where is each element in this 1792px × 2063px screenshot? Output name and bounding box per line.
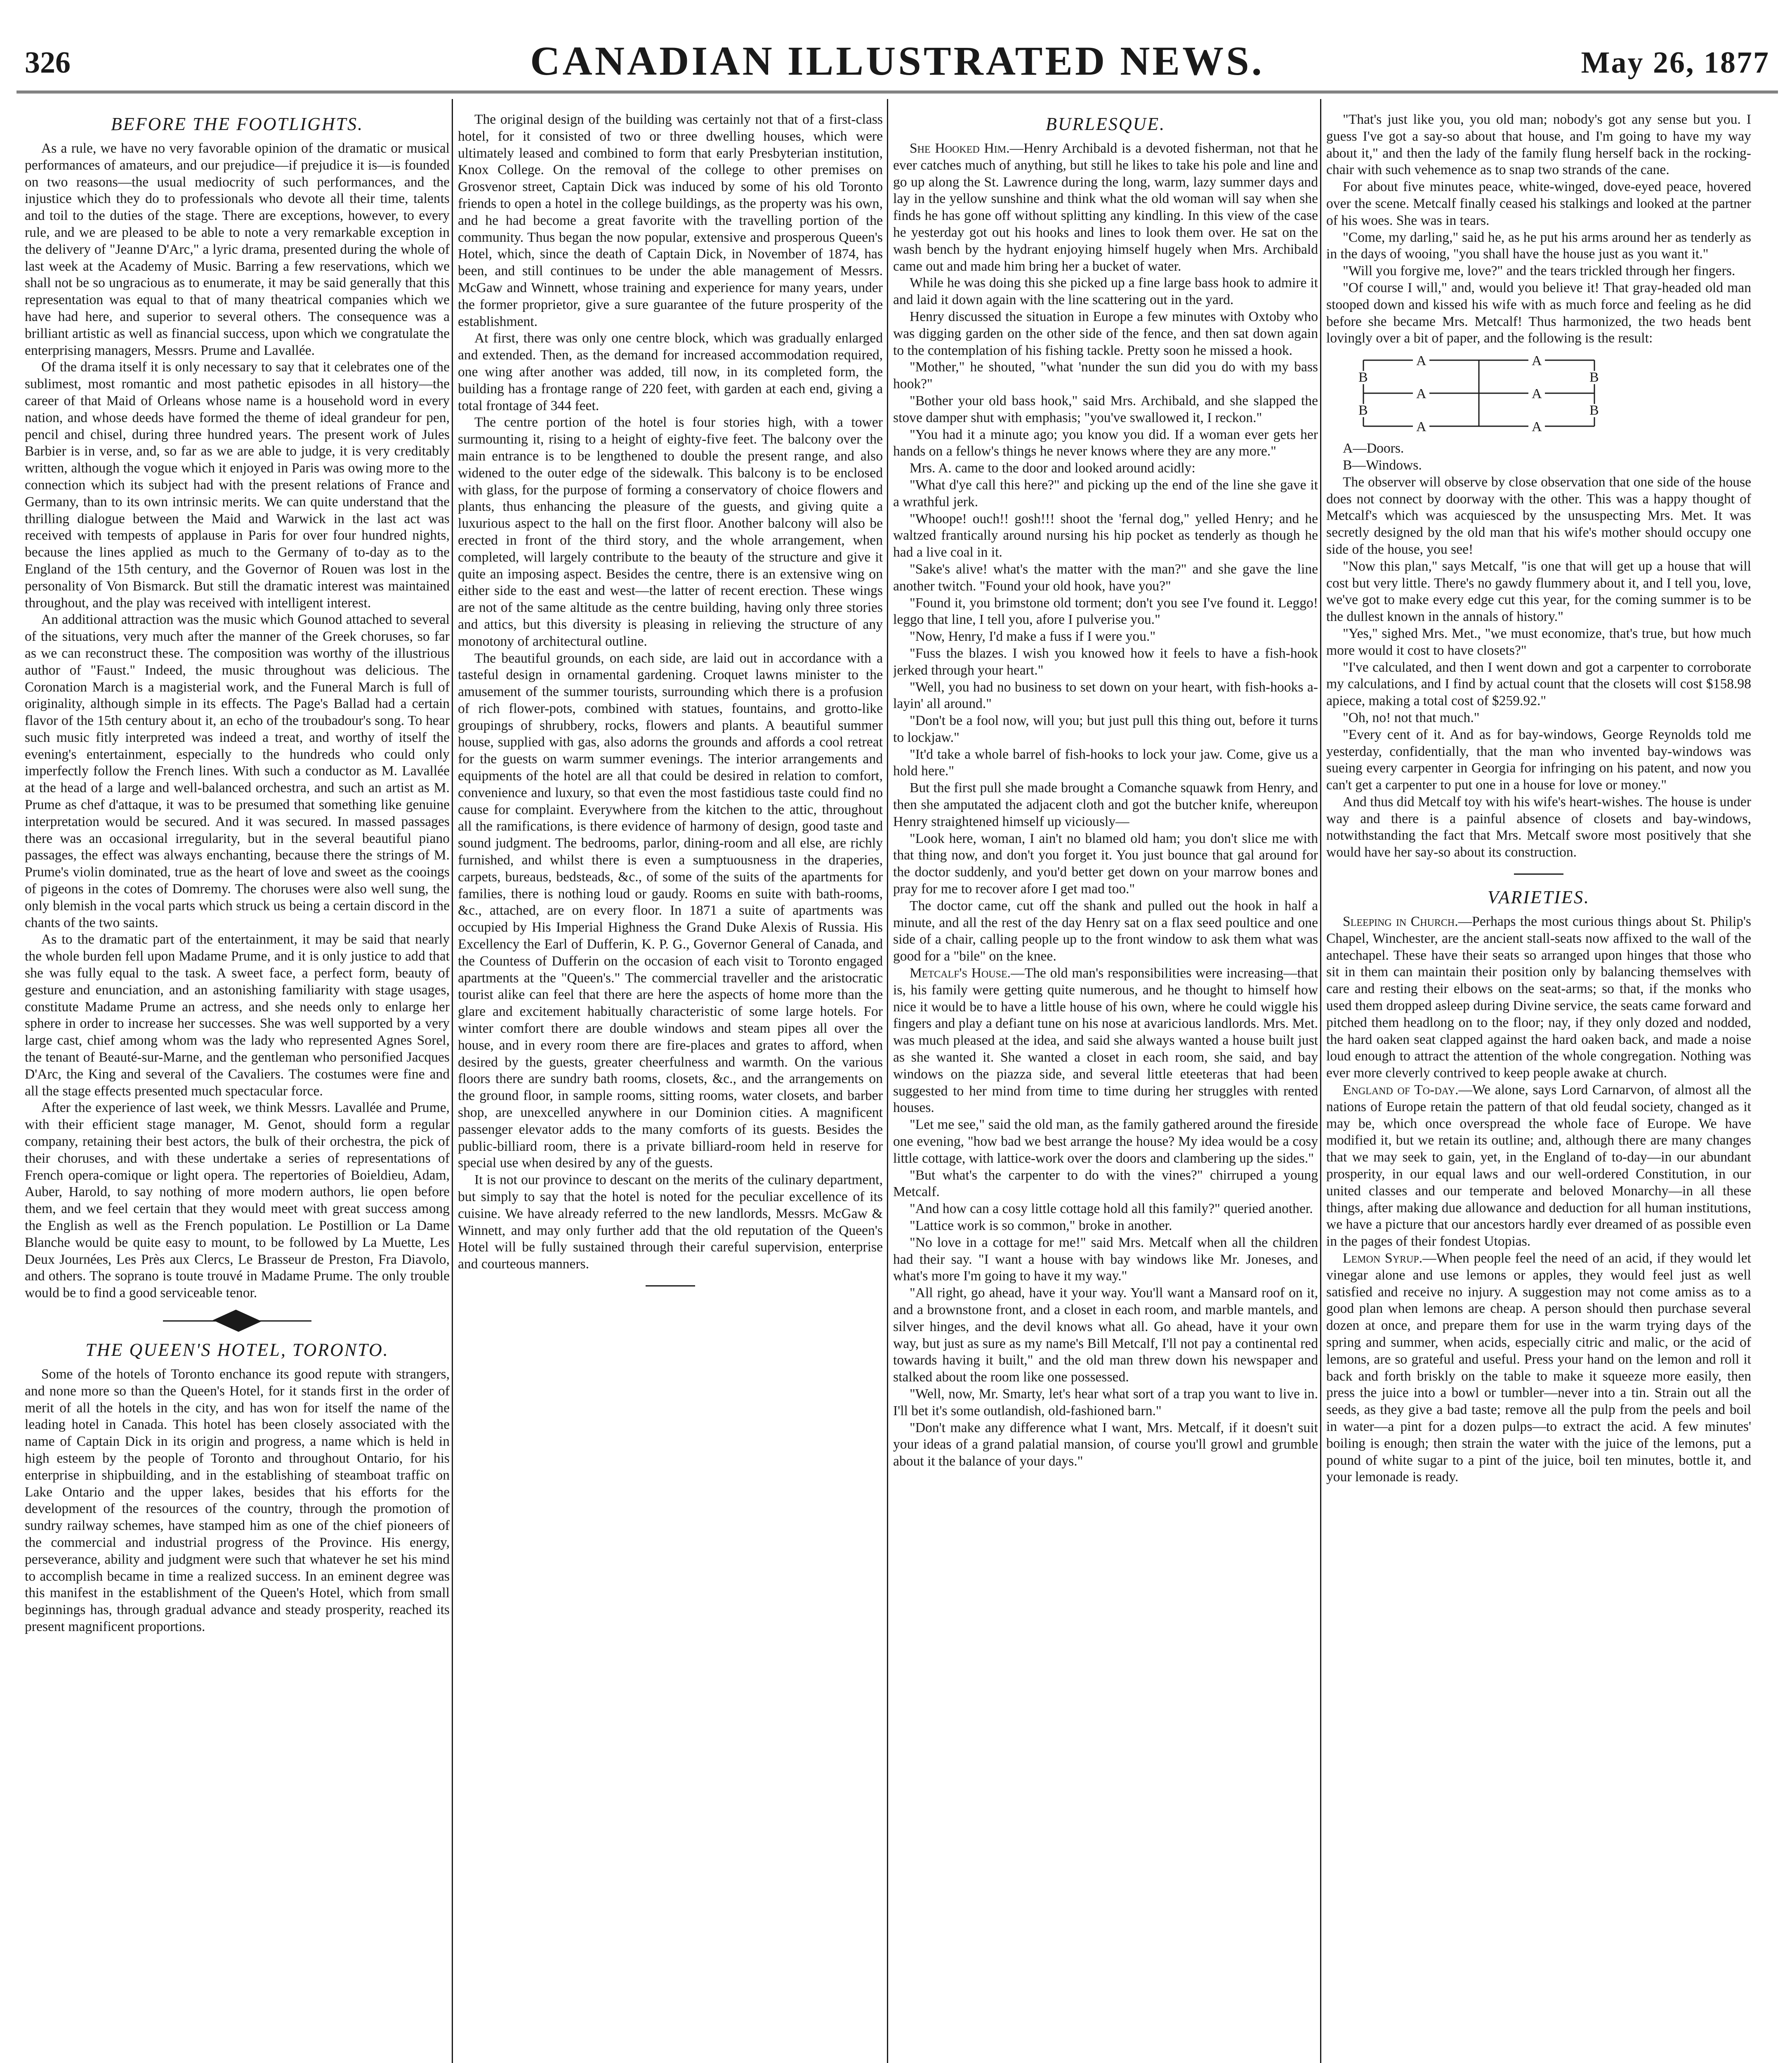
burlesque-paragraph: "That's just like you, you old man; nobody's got any sense but you. I guess I've got a say-so about that house, and I'm going to have my way about it," and then the lady of the family flung herself back in the rocking-chair with such vehemence as to snap two strands of the cane. (1326, 112, 1751, 178)
burlesque-paragraph: "But what's the carpenter to do with the vines?" chirruped a young Metcalf. (893, 1167, 1318, 1200)
plan-door-label: A (1532, 353, 1542, 369)
masthead (17, 29, 1778, 93)
burlesque-paragraph: "Will you forgive me, love?" and the tears trickled through her fingers. (1343, 263, 1735, 279)
burlesque-paragraph: "Whoope! ouch!! gosh!!! shoot the 'fernal dog," yelled Henry; and he waltzed frantically around nursing his hip pocket as tenderly as though he had a live coal in it. (893, 511, 1318, 560)
section-divider (1514, 873, 1563, 875)
varieties-item (1326, 1082, 1751, 1250)
burlesque-paragraph: "Don't be a fool now, will you; but just pull this thing out, before it turns to lockjaw." (893, 713, 1318, 745)
burlesque-paragraph: "Bother your old bass hook," said Mrs. Archibald, and she slapped the stove damper shut with emphasis; "you've swallowed it, I reckon." (893, 393, 1318, 425)
plan-legend-windows: B—Windows. (1343, 457, 1422, 473)
burlesque-paragraph: "Of course I will," and, would you believe it! That gray-headed old man stooped down and kissed his wife with as much force and feeling as he did before she became Mrs. Metcalf! Thus harmonized, the two heads bent lovingly over a bit of paper, and the following is the result: (1326, 280, 1751, 346)
burlesque-paragraph: But the first pull she made brought a Comanche squawk from Henry, and then she amputated the adjacent cloth and got the butcher knife, whereupon Henry straightened himself up viciously— (893, 780, 1318, 829)
burlesque-paragraph: "Fuss the blazes. I wish you knowed how it feels to have a fish-hook jerked through your heart." (893, 645, 1318, 678)
footlights-paragraph: As to the dramatic part of the entertainment, it may be said that nearly the whole burden fell upon Madame Prume, and it is only justice to add that she was fully equal to the task. A sweet face, a perfect form, beauty of gesture and enunciation, and an astonishing familiarity with stage usages, constitute Madame Prume an actress, and she needs only to enlarge her sphere in order to increase her successes. She was well supported by a very large cast, chief among whom was the lady who represented Agnes Sorel, the tenant of Beauté-sur-Marne, and the gentleman who personified Jacques D'Arc, the King and several of the Cavaliers. The costumes were fine and all the stage effects presented much spectacular force. (25, 932, 450, 1099)
burlesque-paragraph: "Don't make any difference what I want, Mrs. Metcalf, if it doesn't suit your ideas of a grand palatial mansion, of course you'll growl and grumble about it the balance of your days." (893, 1420, 1318, 1469)
footlights-title: BEFORE THE FOOTLIGHTS. (111, 114, 364, 134)
story-heading: Metcalf's House. (910, 965, 1011, 981)
column-rule (887, 99, 888, 2063)
burlesque-title: BURLESQUE. (1045, 114, 1166, 134)
queens-paragraph: The centre portion of the hotel is four stories high, with a tower surmounting it, rising to a height of eighty-five feet. The balcony over the main entrance is to be lengthened to double the present range, and also widened to the outer edge of the sidewalk. This balcony is to be enclosed with glass, for the purpose of forming a conservatory of choice flowers and plants, thus enhancing the pleasure of the guests, and giving quite a luxurious aspect to the hall on the first floor. Another balcony will also be erected in front of the third story, and the whole arrangement, when completed, will largely contribute to the beauty of the structure and give it quite an imposing aspect. Besides the centre, there is an extensive wing on either side to the east and west—the latter of recent erection. These wings are not of the same altitude as the centre building, having only three stories and attics, but this diversity is pleasing in relieving the structure of any monotony of architectural outline. (458, 415, 883, 649)
item-heading: Lemon Syrup. (1343, 1251, 1423, 1266)
burlesque-paragraph: "All right, go ahead, have it your way. You'll want a Mansard roof on it, and a brownstone front, and a closet in each room, and marble mantels, and silver hinges, and the devil knows what all. Go ahead, have it your own way, but just as sure as my name's Bill Metcalf, I'll not pay a continental red towards having it built," and the old man threw down his newspaper and stalked about the room like one possessed. (893, 1285, 1318, 1385)
house-plan-diagram (1343, 352, 1751, 434)
burlesque-paragraph: "Look here, woman, I ain't no blamed old ham; you don't slice me with that thing now, and don't you forget it. You just bounce that gal around for the doctor suddenly, and you'd better get down on your marrow bones and pray for me to recover afore I get mad too." (893, 831, 1318, 897)
plan-door-label: A (1416, 419, 1427, 435)
burlesque-paragraph: The observer will observe by close observation that one side of the house does not connect by doorway with the other. This was a happy thought of Metcalf's which was acquiesced by the unsuspecting Mrs. Met. It was secretly designed by the old man that his wife's mother should occupy one side of the house, you see! (1326, 474, 1751, 557)
burlesque-paragraph: The doctor came, cut off the shank and pulled out the hook in half a minute, and all the rest of the day Henry sat on a flax seed poultice and one side of a chair, calling people up to the front window to ask them what was good for a "bile" on the knee. (893, 898, 1318, 964)
column-rule (1320, 99, 1321, 2063)
burlesque-paragraph: For about five minutes peace, white-winged, dove-eyed peace, hovered over the scene. Metcalf finally ceased his stalkings and looked at the partner of his woes. She was in tears. (1326, 179, 1751, 228)
plan-legend-doors: A—Doors. (1343, 441, 1404, 456)
footlights-paragraph: An additional attraction was the music which Gounod attached to several of the situations, very much after the manner of the Greek choruses, so far as we can reconstruct these. The composition was worthy of the illustrious author of "Faust." Indeed, the music throughout was delicious. The Coronation March is a magisterial work, and the Funeral March is full of originality, although simple in its effects. The Page's Ballad had a certain flavor of the 15th century about it, an echo of the troubadour's song. To hear such music fitly interpreted was indeed a treat, and worthy of itself the evening's entertainment, especially to the hundreds who could only imperfectly follow the French lines. With such a conductor as M. Lavallée at the head of a large and well-balanced orchestra, and such an artist as M. Prume as chef d'attaque, it was to be presumed that something like genuine interpretation would be secured. And it was secured. In massed passages there was an occasional irregularity, but in the several beautiful piano passages, the effect was always enchanting, because there the strings of M. Prume's violin dominated, true as the heart of love and sweet as the cooings of pigeons in the cotes of Domremy. The choruses were also well sung, the only blemish in the vocal parts which struck us being a certain discord in the chants of the two saints. (25, 612, 450, 930)
item-text: —When people feel the need of an acid, if they would let vinegar alone and use lemons or apples, they would feel just as well satisfied and receive no injury. A suggestion may not come amiss as to a good plan when lemons are cheap. A person should then purchase several dozen at once, and prepare them for use in the warm trying days of the spring and summer, when acids, especially citric and malic, or the acid of lemons, are so grateful and useful. Press your hand on the lemon and roll it back and forth briskly on the table to make it squeeze more easily, then press the juice into a bowl or tumbler—never into a tin. Strain out all the seeds, as they give a bad taste; remove all the pulp from the peels and boil in water—a pint for a dozen pulps—to extract the acid. A few minutes' boiling is enough; then strain the water with the juice of the lemons, put a pound of white sugar to a pint of the juice, boil ten minutes, bottle it, and your lemonade is ready. (1326, 1251, 1751, 1485)
burlesque-paragraph: "Oh, no! not that much." (1343, 710, 1480, 725)
plan-door-label: A (1532, 386, 1542, 402)
item-heading: Sleeping in Church. (1343, 914, 1458, 930)
burlesque-paragraph: Henry discussed the situation in Europe a few minutes with Oxtoby who was digging garden on the other side of the fence, and then sat down again to the contemplation of his fishing tackle. Pretty soon he missed a hook. (893, 309, 1318, 358)
burlesque-paragraph: "You had it a minute ago; you know you did. If a woman ever gets her hands on a fellow's things he never knows where they are any more." (893, 427, 1318, 459)
column-1 (25, 111, 450, 2063)
queens-paragraph: At first, there was only one centre block, which was gradually enlarged and extended. Then, as the demand for increased accommodation required, one wing after another was added, till now, in its completed form, the building has a frontage range of 220 feet, with garden at each end, giving a total frontage of 344 feet. (458, 330, 883, 413)
story-heading: She Hooked Him. (910, 141, 1010, 156)
plan-window-label: B (1589, 370, 1599, 385)
burlesque-paragraph: "I've calculated, and then I went down and got a carpenter to corroborate my calculations, and I find by actual count that the closets will cost $158.98 apiece, making a total cost of $259.92." (1326, 659, 1751, 709)
section-ornament (163, 1312, 311, 1329)
burlesque-paragraph: "Every cent of it. And as for bay-windows, George Reynolds told me yesterday, confidentially, that the man who invented bay-windows was sueing every carpenter in Georgia for infringing on his patent, and now you can't get a carpenter to put one in a house for love or money." (1326, 727, 1751, 793)
column-3 (893, 111, 1318, 2063)
queens-hotel-title: THE QUEEN'S HOTEL, TORONTO. (85, 1339, 389, 1360)
burlesque-paragraph: "Well, now, Mr. Smarty, let's hear what sort of a trap you want to live in. I'll bet it's some outlandish, old-fashioned barn." (893, 1386, 1318, 1419)
burlesque-paragraph: "Well, you had no business to set down on your heart, with fish-hooks a-layin' all around." (893, 679, 1318, 712)
plan-window-label: B (1589, 403, 1599, 418)
footlights-paragraph: After the experience of last week, we think Messrs. Lavallée and Prume, with their efficient stage manager, M. Genot, should form a regular company, retaining their best actors, the bulk of their orchestra, the pick of their choruses, and with these undertake a series of representations of French opera-comique or light opera. The repertories of Boieldieu, Adam, Auber, Harold, to say nothing of more modern authors, lie open before them, and we feel certain that they would meet with great success among the English as well as the French population. Le Postillion or La Dame Blanche would be quite easy to mount, to be followed by La Muette, Les Deux Journées, Les Près aux Clercs, Le Brasseur de Preston, Fra Diavolo, and others. The soprano is toute trouvé in Madame Prume. The only trouble would be to find a good serviceable tenor. (25, 1100, 450, 1301)
plan-window-label: B (1358, 370, 1368, 385)
varieties-title: VARIETIES. (1488, 887, 1590, 908)
plan-door-label: A (1416, 353, 1427, 369)
plan-door-label: A (1532, 419, 1542, 435)
burlesque-paragraph: Mrs. A. came to the door and looked around acidly: (910, 460, 1195, 476)
burlesque-paragraph: "Mother," he shouted, "what 'nunder the sun did you do with my bass hook?" (893, 359, 1318, 392)
burlesque-paragraph: "What d'ye call this here?" and picking up the end of the line she gave it a wrathful jerk. (893, 477, 1318, 510)
plan-door-label: A (1416, 386, 1427, 402)
issue-date: May 26, 1877 (1581, 46, 1770, 80)
burlesque-paragraph: "No love in a cottage for me!" said Mrs. Metcalf when all the children had their say. "I want a house with bay windows like Mr. Joneses, and what's more I'm going to have it my way." (893, 1234, 1318, 1284)
item-text: —We alone, says Lord Carnarvon, of almost all the nations of Europe retain the pattern of that old feudal society, changed as it may be, which once overspread the whole face of Europe. We have modified it, but we retain its outline; and, although there are many changes that we may seek to gain, yet, in the England of to-day—in our abundant prosperity, in our equal laws and our well-ordered Constitution, in our united classes and our temperate and beloved Monarchy—in all these things, after making due allowance and deduction for all human institutions, we have a picture that our ancestors hardly ever dreamed of as possible even in the pages of their fondest Utopias. (1326, 1082, 1751, 1249)
column-4 (1326, 111, 1751, 2063)
burlesque-paragraph (893, 965, 1318, 1116)
burlesque-paragraph: "Lattice work is so common," broke in another. (910, 1218, 1172, 1233)
story-text: —The old man's responsibilities were increasing—that is, his family were getting quite numerous, and he thought to himself how nice it would be to have a little house of his own, where he could wiggle his fingers and play a defiant tune on his nose at avaricious landlords. Mrs. Met. was much pleased at the idea, and said she always wanted a house built just as she wanted it. She wanted a closet in each room, she said, and bay windows on the piazza side, and several little eteeteras that had been suggested to her mind from time to time during her struggles with rented houses. (893, 965, 1318, 1116)
burlesque-paragraph: "Yes," sighed Mrs. Met., "we must economize, that's true, but how much more would it cost to have closets?" (1326, 626, 1751, 658)
footlights-paragraph: As a rule, we have no very favorable opinion of the dramatic or musical performances of amateurs, and our prejudice—if prejudice it is—is founded on two reasons—the usual mediocrity of such performances, and the injustice which they do to professionals who devote all their time, talents and toil to the duties of the stage. There are exceptions, however, to every rule, and we are pleased to be able to note a very remarkable exception in the delivery of "Jeanne D'Arc," a lyric drama, presented during the whole of last week at the Academy of Music. Barring a few reservations, which we shall not be so ungracious as to enumerate, it may be said generally that this representation was equal to that of many theatrical companies which we have had here, and superior to several others. The consequence was a brilliant artistic as well as financial success, upon which we congratulate the enterprising managers, Messrs. Prume and Lavallée. (25, 141, 450, 358)
end-rule (646, 1285, 695, 1286)
newspaper-title: CANADIAN ILLUSTRATED NEWS. (530, 38, 1264, 84)
item-text: —Perhaps the most curious things about St. Philip's Chapel, Winchester, are the ancient stall-seats now affixed to the wall of the antechapel. These have their seats so arranged upon hinges that those who sit in them can maintain their position only by balancing themselves with care and resting their elbows on the seat-arms; so that, if the monks who used them dropped asleep during Divine service, the seats came forward and pitched them headlong on to the floor; nay, if they only dozed and nodded, the hard oaken seat clapped against the hard oaken back, and made a noise loud enough to attract the attention of the whole congregation. Nothing was ever more cleverly contrived to keep people awake at church. (1326, 914, 1751, 1081)
queens-paragraph: It is not our province to descant on the merits of the culinary department, but simply to say that the hotel is noted for the peculiar excellence of its cuisine. We have already referred to the new landlords, Messrs. McGaw & Winnett, and may only further add that the old reputation of the Queen's Hotel will be fully sustained through their careful supervision, enterprise and courteous manners. (458, 1172, 883, 1272)
burlesque-paragraph: "Come, my darling," said he, as he put his arms around her as tenderly as in the days of wooing, "you shall have the house just as you want it." (1326, 229, 1751, 262)
burlesque-paragraph: And thus did Metcalf toy with his wife's heart-wishes. The house is under way and there is a painful absence of closets and bay-windows, notwithstanding the fact that Mrs. Metcalf swore most positively that she would have her say-so about its construction. (1326, 794, 1751, 860)
queens-paragraph: The beautiful grounds, on each side, are laid out in accordance with a tasteful design in ornamental gardening. Croquet lawns minister to the amusement of the summer tourists, surrounding which there is a profusion of rich flower-pots, combined with statues, fountains, and grotto-like groupings of shrubbery, rocks, flowers and plants. A beautiful summer house, supplied with gas, also adorns the grounds and affords a cool retreat for the guests on warm summer evenings. The interior arrangements and equipments of the hotel are all that could be desired in relation to comfort, convenience and luxury, so that even the most fastidious taste could find no cause for complaint. Everywhere from the kitchen to the attic, throughout all the ramifications, is there evidence of harmony of design, good taste and sound judgment. The bedrooms, parlor, dining-room and all else, are richly furnished, and whilst there is even a sumptuousness in the draperies, carpets, bureaus, bedsteads, &c., of some of the suits of the apartments for families, there is nothing loud or gaudy. Rooms en suite with bath-rooms, &c., attached, are on every floor. In 1871 a suite of apartments was occupied by His Imperial Highness the Grand Duke Alexis of Russia. His Excellency the Earl of Dufferin, K. P. G., Governor General of Canada, and the Countess of Dufferin on the occasion of each visit to Toronto engaged apartments at the "Queen's." The commercial traveller and the aristocratic tourist alike can feel that there are here the aspects of home more than the glare and excitement habitually characteristic of some large hotels. For winter comfort there are double windows and steam pipes all over the house, and in every room there are fire-places and grates to afford, when desired by the guests, greater cheerfulness and warmth. On the various floors there are sundry bath rooms, closets, &c., and the arrangements on the ground floor, in sample rooms, sitting rooms, water closets, and barber shop, are unexcelled anywhere in our Dominion cities. A magnificent passenger elevator adds to the many comforts of its guests. Besides the public-billiard room, there is a private billiard-room held in reserve for special use when desired by any of the guests. (458, 650, 883, 1171)
column-rule (452, 99, 453, 2063)
queens-paragraph: The original design of the building was certainly not that of a first-class hotel, for it consisted of two or three dwelling houses, which were ultimately leased and combined to form that early Presbyterian institution, Knox College. On the removal of the college to other premises on Grosvenor street, Captain Dick was induced by some of his old Toronto friends to open a hotel in the college buildings, as the property was his own, and he had become a great favorite with the travelling portion of the community. Thus began the now popular, extensive and prosperous Queen's Hotel, which, since the death of Captain Dick, in November of 1874, has been, and still continues to be under the able management of Messrs. McGaw and Winnett, whose training and experience for many years, under the former proprietor, give a sure guarantee of the future prosperity of the establishment. (458, 112, 883, 329)
plan-window-label: B (1358, 403, 1368, 418)
house-plan-figure (1343, 352, 1615, 434)
burlesque-paragraph (893, 140, 1318, 275)
burlesque-paragraph: "Now this plan," says Metcalf, "is one that will get up a house that will cost but very little. There's no gawdy flummery about it, and I tell you, love, we've got to make every edge cut this year, for the coming summer is to be the dullest known in the annals of history." (1326, 558, 1751, 625)
column-2 (458, 111, 883, 2063)
page-number: 326 (25, 46, 71, 80)
varieties-item (1326, 913, 1751, 1082)
burlesque-paragraph: "Now, Henry, I'd make a fuss if I were you." (910, 629, 1156, 644)
varieties-item (1326, 1250, 1751, 1486)
queens-paragraph: Some of the hotels of Toronto enchance its good repute with strangers, and none more so than the Queen's Hotel, for it stands first in the order of merit of all the hotels in the city, and has won for itself the name of the leading hotel in Canada. This hotel has been closely associated with the name of Captain Dick in its origin and progress, a name which is held in high esteem by the people of Toronto and throughout Ontario, for his enterprise in shipbuilding, and in the establishing of steamboat traffic on Lake Ontario and the upper lakes, besides that his efforts for the development of the resources of the country, through the promotion of sundry railway schemes, have stamped him as one of the chief pioneers of the commercial and industrial progress of the Province. His energy, perseverance, ability and judgment were such that whatever he set his mind to accomplish became in time a realized success. In an eminent degree was this manifest in the establishment of the Queen's Hotel, which from small beginnings has, through gradual advance and steady prosperity, reached its present magnificent proportions. (25, 1366, 450, 1634)
burlesque-paragraph: While he was doing this she picked up a fine large bass hook to admire it and laid it down again with the line scattering out in the yard. (893, 275, 1318, 308)
story-text: —Henry Archibald is a devoted fisherman, not that he ever catches much of anything, but still he likes to take his pole and line and go up along the St. Lawrence during the long, warm, lazy summer days and lay in the yellow sunshine and think what the old woman will say when she finds he has gone off without splitting any kindling. In this view of the case he yesterday got out his hooks and lines to look them over. He sat on the wash bench by the hydrant enjoying himself hugely when Mrs. Archibald came out and made him bring her a bucket of water. (893, 141, 1318, 274)
burlesque-paragraph: "Sake's alive! what's the matter with the man?" and she gave the line another twitch. "Found your old hook, have you?" (893, 561, 1318, 594)
burlesque-paragraph: "Let me see," said the old man, as the family gathered around the fireside one evening, "how bad we best arrange the house? My idea would be a cosy little cottage, with lattice-work over the doors and clambering up the sides." (893, 1117, 1318, 1166)
burlesque-paragraph: "And how can a cosy little cottage hold all this family?" queried another. (910, 1201, 1313, 1217)
item-heading: England of To-day. (1343, 1082, 1459, 1098)
burlesque-paragraph: "Found it, you brimstone old torment; don't you see I've found it. Leggo! leggo that line, I tell you, afore I pulverise you." (893, 595, 1318, 628)
burlesque-paragraph: "It'd take a whole barrel of fish-hooks to lock your jaw. Come, give us a hold here." (893, 746, 1318, 779)
footlights-paragraph: Of the drama itself it is only necessary to say that it celebrates one of the sublimest, most romantic and most pathetic episodes in all history—the career of that Maid of Orleans whose name is a household word in every nation, and whose deeds have formed the theme of ideal grandeur for pen, pencil and chisel, during three hundred years. The present work of Jules Barbier is in verse, and, so far as we are able to judge, it is very creditably written, although the vogue which it enjoyed in Paris was owing more to the connection which its subject had with the present relations of France and Germany, than to its own intrinsic merits. We can quite understand that the thrilling dialogue between the Maid and Warwick in the last act was received with tempests of applause in Paris for over four hundred nights, because the lines applied as much to the Germany of to-day as to the England of the 15th century, and the Governor of Rouen was lost in the personality of Von Bismarck. But still the dramatic interest was maintained throughout, and the play was received with intelligent interest. (25, 359, 450, 611)
